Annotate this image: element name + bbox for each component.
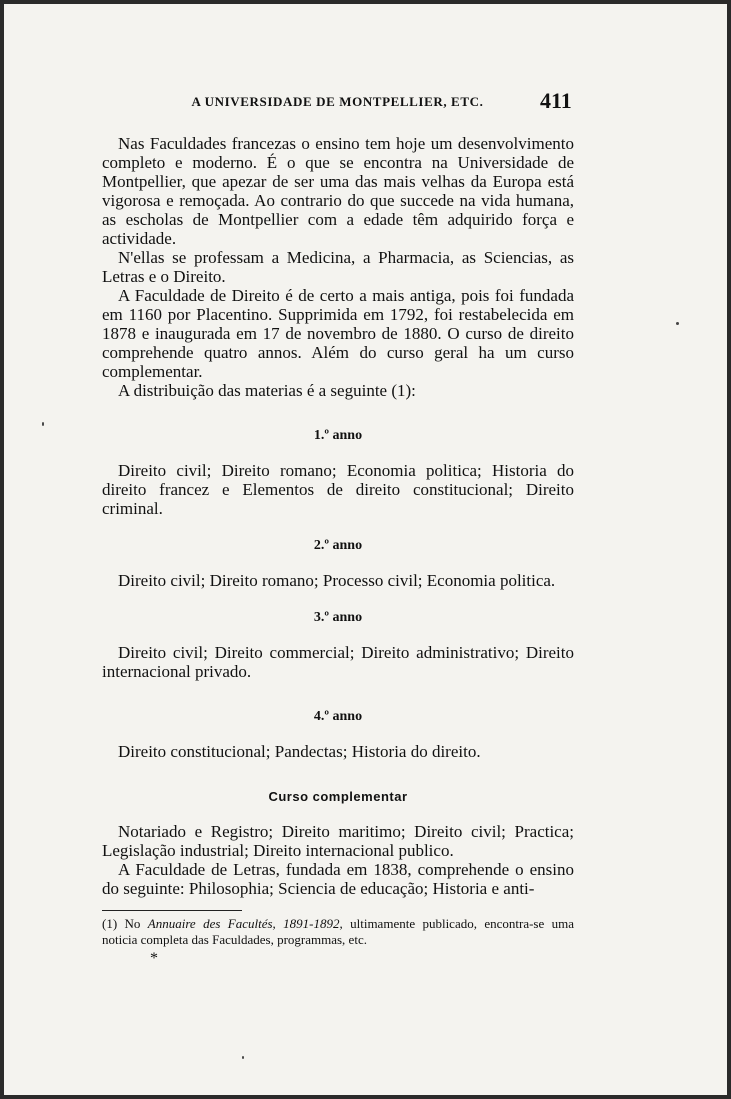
year-4-subjects: Direito constitucional; Pandectas; Historia do direito. [118,742,481,761]
footnote [102,916,574,948]
margin-speck [242,1056,244,1059]
year-3-heading: 3.º anno [313,610,363,625]
footnote-marker: (1) No [102,916,141,931]
year-4-heading: 4.º anno [313,709,363,724]
paragraph-subjects: N'ellas se professam a Medicina, a Pharmacia, as Sciencias, as Letras e o Direito. [102,248,574,286]
paragraph-distribuicao: A distribuição das materias é a seguinte (1): [118,381,416,400]
margin-speck [42,422,44,426]
signature-asterisk: * [150,950,158,967]
year-2-heading: 2.º anno [313,538,363,553]
running-title: A UNIVERSIDADE DE MONTPELLIER, ETC. [191,94,484,109]
page-body [102,134,574,898]
paragraph-faculdade-direito: A Faculdade de Direito é de certo a mais antiga, pois foi fundada em 1160 por Placentino. Supprimida em 1792, foi restabelecida em 1878 e inaugurada em 17 de novembro de 1880. O curso de direito comprehende quatro annos. Além do curso geral ha um curso complementar. [102,286,574,381]
curso-complementar-subjects: Notariado e Registro; Direito maritimo; Direito civil; Practica; Legislação industrial; Direito internacional publico. [102,822,574,860]
year-2-subjects: Direito civil; Direito romano; Processo civil; Economia politica. [118,571,556,590]
book-page [4,4,727,1095]
footnote-rule [102,910,242,911]
paragraph-intro: Nas Faculdades francezas o ensino tem hoje um desenvolvimento completo e moderno. É o que se encontra na Universidade de Montpellier, que apezar de ser uma das mais velhas da Europa está vigorosa e remoçada. Ao contrario do que succede na vida humana, as escholas de Montpellier com a edade têm adquirido força e actividade. [102,134,574,248]
curso-complementar-heading: Curso complementar [268,789,408,804]
paragraph-faculdade-letras: A Faculdade de Letras, fundada em 1838, comprehende o ensino do seguinte: Philosophia; Sciencia de educação; Historia e anti- [102,860,574,898]
page-number: 411 [540,88,572,113]
year-3-subjects: Direito civil; Direito commercial; Direito administrativo; Direito internacional privado. [102,643,574,681]
margin-speck [676,322,679,325]
year-1-subjects: Direito civil; Direito romano; Economia politica; Historia do direito francez e Elementos de direito constitucional; Direito criminal. [102,461,574,518]
footnote-title: Annuaire des Facultés, 1891-1892, [147,916,343,931]
year-1-heading: 1.º anno [313,428,363,443]
footnote-text: ultimamente publicado, encontra-se uma noticia completa das Faculdades, programmas, etc. [102,916,575,947]
